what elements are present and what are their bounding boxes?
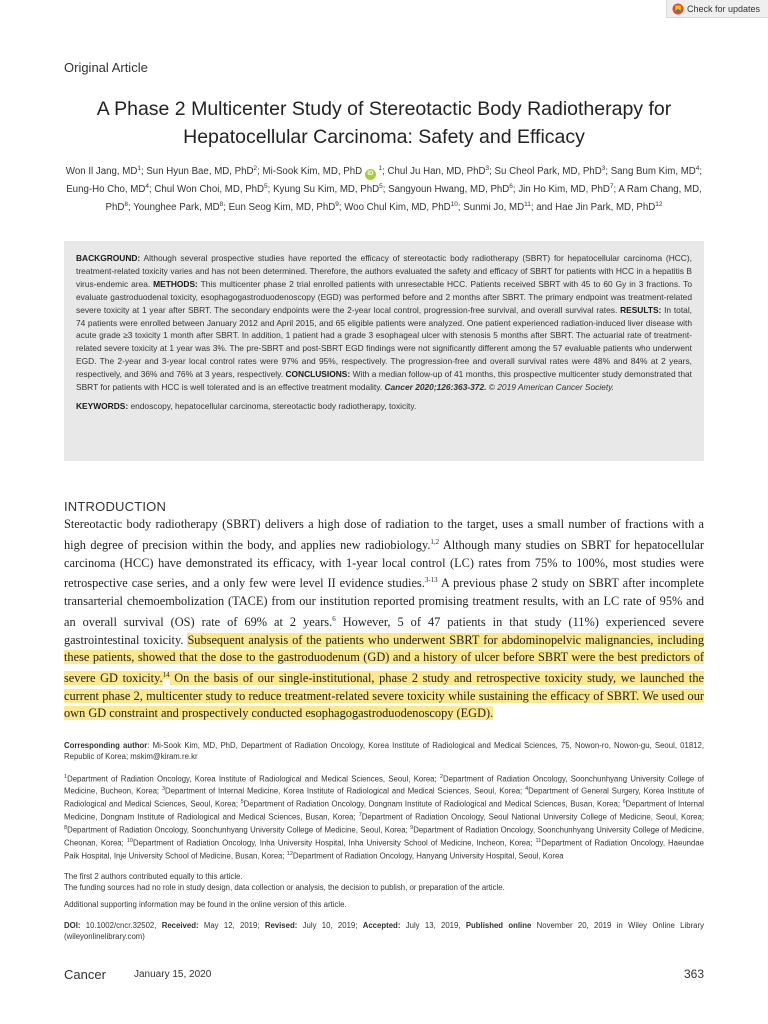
methods-text: This multicenter phase 2 trial enrolled patients with unresectable HCC. Patients received SBRT with 45 to 60 Gy in 3 fractions. To evaluate gastroduodenal toxicity, esophagogastroduodenoscopy (EGD) was performed before and 2 months after SBRT. The primary endpoint was treatment-related severe toxicity at 1 year after SBRT. The secondary endpoints were the 2-year local control, progression-free survival, and overall survival rates. — [76, 278, 693, 315]
revised-date: July 10, 2019; — [297, 920, 363, 930]
corresponding-author-text: : Mi-Sook Kim, MD, PhD, Department of Radiation Oncology, Korea Institute of Radiological and Medical Sciences, 75, Nowon-ro, Nowon-gu, Seoul, 01812, Republic of Korea; mskim@kiram.re.kr — [64, 741, 704, 762]
author-name: Su Cheol Park, MD, PhD — [494, 166, 602, 178]
affiliation-number: 10 — [126, 838, 133, 845]
check-for-updates-label: Check for updates — [687, 3, 761, 14]
reference-link[interactable]: 6 — [332, 614, 336, 623]
author-affiliation-ref: 6 — [509, 183, 513, 191]
doi-value[interactable]: 10.1002/cncr.32502, — [80, 920, 162, 930]
page-number: 363 — [683, 967, 704, 981]
intro-text-3: A previous phase 2 study on SBRT after incomplete transarterial chemoembolization (TACE) from our institution reported promising treatment results, with an LC rate of 95% and an overall survival (OS) rate of 69% at 2 years. — [64, 576, 705, 629]
affiliation-number: 12 — [286, 850, 293, 857]
page-footer — [64, 967, 704, 983]
orcid-icon[interactable]: iD — [365, 169, 376, 180]
author-affiliation-ref: 1 — [378, 165, 383, 172]
affiliation-text: Department of Internal Medicine, Dongnam Institute of Radiological and Medical Sciences, Busan, Korea; — [64, 799, 705, 822]
revised-label: Revised: — [264, 920, 298, 930]
author — [229, 202, 339, 213]
author-affiliation-ref: 5 — [379, 183, 383, 191]
author-name: Jin Ho Kim, MD, PhD — [518, 184, 610, 196]
conclusions-label: CONCLUSIONS: — [285, 369, 351, 380]
author — [263, 166, 383, 177]
article-title: A Phase 2 Multicenter Study of Stereotactic Body Radiotherapy for Hepatocellular Carcinoma: Safety and Efficacy — [96, 98, 672, 148]
introduction-heading: INTRODUCTION — [64, 499, 167, 514]
author-affiliation-ref: 5 — [264, 183, 268, 191]
affiliation-text: Department of Radiation Oncology, Haeundae Paik Hospital, Inje University School of Medicine, Busan, Korea; — [64, 838, 705, 861]
affiliation-number: 4 — [525, 786, 529, 793]
article-type: Original Article — [64, 60, 148, 75]
author — [518, 184, 613, 195]
author-affiliation-ref: 10 — [450, 200, 458, 208]
affiliation-text: Department of Radiation Oncology, Soonchunhyang University College of Medicine, Bucheon, Korea; — [64, 774, 704, 797]
affiliation-number: 7 — [358, 812, 362, 819]
accepted-label: Accepted: — [362, 920, 401, 930]
author-affiliation-ref: 2 — [253, 165, 258, 172]
check-for-updates-icon — [672, 3, 684, 15]
author — [66, 166, 141, 177]
author — [146, 166, 257, 177]
publication-history — [64, 920, 704, 943]
intro-text-1: Stereotactic body radiotherapy (SBRT) delivers a high dose of radiation to the target, uses a small number of fractions with a high degree of precision within the body, and applies new radiobiology. — [64, 517, 704, 552]
author-affiliation-ref: 11 — [524, 200, 531, 208]
author-name: Younghee Park, MD — [133, 201, 220, 213]
affiliation-text: Department of General Surgery, Korea Institute of Radiological and Medical Sciences, Seoul, Korea; — [64, 787, 704, 809]
published-date: November 20, 2019 in Wiley Online Library (wileyonlinelibrary.com) — [64, 920, 705, 942]
corresponding-author — [64, 740, 704, 763]
affiliation-number: 3 — [161, 786, 166, 793]
journal-name: Cancer — [64, 967, 106, 982]
author-name: Sun Hyun Bae, MD, PhD — [146, 166, 254, 178]
corresponding-author-label: Corresponding author — [64, 741, 148, 750]
author — [344, 202, 458, 213]
affiliation-text: Department of Radiation Oncology, Dongnam Institute of Radiological and Medical Sciences, Busan, Korea; — [243, 799, 623, 809]
author-name: A Ram Chang, MD, PhD — [105, 184, 702, 213]
highlighted-text[interactable]: On the basis of our single-institutional, phase 2 study and retrospective toxicity study, we launched the current phase 2, multicenter study to reduce treatment-related severe toxicity while sustaining the efficacy of SBRT. We used our own GD constraint and prospectively conducted esophagogastroduodenoscopy (EGD). — [64, 671, 704, 721]
affiliation-number: 9 — [410, 825, 414, 832]
abstract — [64, 241, 704, 461]
accepted-date: July 13, 2019, — [400, 920, 466, 930]
author-name: Hae Jin Park, MD, PhD — [555, 201, 656, 213]
author — [388, 184, 513, 195]
affiliation-text: Department of Internal Medicine, Korea Institute of Radiological and Medical Sciences, Seoul, Korea; — [165, 787, 526, 797]
author — [555, 202, 662, 213]
reference-link[interactable]: 3-13 — [424, 576, 438, 585]
author-affiliation-ref: 8 — [219, 200, 224, 208]
intro-text-4: However, 5 of 47 patients in that study (11%) experienced severe gastrointestinal toxicity. — [64, 614, 704, 647]
affiliation-text: Department of Radiation Oncology, Soonchunhyang University College of Medicine, Seoul, Korea; — [67, 825, 411, 835]
affiliation-number: 6 — [622, 799, 626, 806]
author-name: Chul Ju Han, MD, PhD — [387, 166, 486, 178]
received-label: Received: — [161, 920, 199, 930]
highlighted-text[interactable]: Subsequent analysis of the patients who underwent SBRT for abdominopelvic malignancies, including these patients, showed that the dose to the gastroduodenum (GD) and a history of ulcer before SBRT were the best predictors of severe GD toxicity. — [64, 632, 704, 686]
author — [463, 202, 531, 213]
published-label: Published online — [465, 920, 532, 930]
affiliation-number: 2 — [439, 773, 443, 780]
affiliation-number: 8 — [64, 825, 68, 832]
results-label: RESULTS: — [620, 304, 662, 315]
author — [388, 166, 490, 177]
author-affiliation-ref: 3 — [485, 165, 490, 172]
check-for-updates-button[interactable] — [666, 0, 768, 18]
funding-note: The funding sources had no role in study design, data collection or analysis, the decision to publish, or preparation of the article. — [64, 883, 505, 893]
author-name: Eung-Ho Cho, MD — [66, 184, 146, 196]
intro-text-2: Although many studies on SBRT for hepatocellular carcinoma (HCC) have demonstrated its efficacy, with 1-year local control (LC) rates from 75% to 100%, most studies were retrospective case series, and a only few were level II evidence studies. — [64, 537, 704, 591]
supporting-info-note: Additional supporting information may be found in the online version of this article. — [64, 900, 347, 910]
results-text: In total, 74 patients were enrolled between January 2012 and April 2015, and 65 eligible patients were analyzed. One patient experienced radiation-induced liver disease with acute grade ≥3 toxicity 1 month after SBRT. In addition, 1 patient had a grade 3 esophageal ulcer with stenosis 5 months after SBRT. The actuarial rate of treatment-related severe toxicity at 1 year was 3%. The pre-SBRT and post-SBRT EGD findings were not significantly different among the 57 evaluable patients who underwent EGD. The 2-year and 3-year local control rates were 97% and 95%, respectively. The progression-free and overall survival rates were 48% and 84% at 2 years, respectively, and 36% and 76% at 3 years, respectively. — [76, 304, 693, 380]
methods-label: METHODS: — [153, 278, 198, 289]
affiliation-text: Department of Radiation Oncology, Soonchunhyang University College of Medicine, Cheonan, Korea; — [64, 825, 704, 848]
doi-label: DOI: — [64, 920, 81, 930]
author-name: Chul Won Choi, MD, PhD — [154, 184, 265, 196]
reference-link[interactable]: 1,2 — [430, 537, 440, 546]
affiliation-number: 5 — [240, 799, 244, 806]
affiliation-number: 1 — [64, 773, 68, 780]
conclusions-text: With a median follow-up of 41 months, this prospective multicenter study demonstrated that SBRT for patients with HCC is well tolerated and is an effective treatment modality. — [76, 369, 692, 393]
background-text: Although several prospective studies have reported the efficacy of stereotactic body radiotherapy (SBRT) for hepatocellular carcinoma (HCC), treatment-related toxicity varies and has not been determined. Therefore, the authors evaluated the safety and efficacy of SBRT for patients with HCC in a hepatitis B virus-endemic area. — [76, 253, 692, 289]
keywords-label: KEYWORDS: — [76, 400, 129, 411]
author-name: Eun Seog Kim, MD, PhD — [228, 201, 336, 213]
author-affiliation-ref: 12 — [655, 200, 663, 208]
received-date: May 12, 2019; — [198, 920, 265, 930]
affiliation-text: Department of Radiation Oncology, Hanyang University Hospital, Seoul, Korea — [292, 851, 564, 861]
author — [154, 184, 267, 195]
author-affiliation-ref: 4 — [145, 183, 149, 191]
reference-link[interactable]: 14 — [162, 670, 170, 679]
author — [611, 166, 700, 177]
author-list: Won Il Jang, $MD^1$; Sun Hyun Bae, MD, PhD$^2$; Mi-Sook Kim, MD, PhD iD $^1$; Chul Ju Han, MD, PhD$^3$; Su Cheol Park, MD, PhD$^3$; Sang Bum Kim, $MD^4$; Eung-Ho Cho, $MD^4$; Chul Won Choi, MD, PhD$^5$; Kyung Su Kim, MD, PhD$^5$; Sangyoun Hwang, MD, PhD$^6$; Jin Ho Kim, MD, PhD$^7$; A Ram Chang, MD, PhD$^8$; Younghee Park, $MD^8$; Eun Seog Kim, MD, PhD$^9$; Woo Chul Kim, MD, PhD$^{10}$; Sunmi Jo, MD$^{11}$; and Hae Jin Park, MD, PhD$^{12}$ — [65, 165, 703, 213]
copyright: © 2019 American Cancer Society. — [488, 382, 615, 393]
footnotes — [64, 740, 704, 942]
affiliations — [64, 772, 704, 862]
author-name: Sunmi Jo, MD — [463, 201, 525, 213]
author — [66, 184, 149, 195]
citation: Cancer 2020;126:363-372. — [384, 382, 487, 393]
author-affiliation-ref: 3 — [601, 165, 606, 172]
affiliation-text: Department of Radiation Oncology, Korea Institute of Radiological and Medical Sciences, Seoul, Korea; — [67, 774, 440, 784]
author-name: Woo Chul Kim, MD, PhD — [344, 201, 451, 213]
author-affiliation-ref: 4 — [695, 165, 700, 172]
equal-contribution-note: The first 2 authors contributed equally to this article. — [64, 871, 243, 881]
issue-date: January 15, 2020 — [134, 969, 212, 980]
author-affiliation-ref: 1 — [137, 165, 141, 172]
affiliation-text: Department of Radiation Oncology, Inha University Hospital, Inha University School of Medicine, Incheon, Korea; — [132, 838, 536, 848]
background-label: BACKGROUND: — [76, 253, 141, 263]
author-name: Won Il Jang, MD — [65, 166, 138, 178]
author-name: Sangyoun Hwang, MD, PhD — [388, 184, 510, 196]
author-name: Sang Bum Kim, MD — [610, 166, 696, 178]
author — [495, 166, 606, 177]
author-name: Kyung Su Kim, MD, PhD — [273, 184, 380, 196]
author-name: Mi-Sook Kim, MD, PhD — [262, 166, 363, 178]
author-affiliation-ref: 8 — [124, 200, 128, 208]
author-affiliation-ref: 7 — [609, 183, 614, 191]
abstract-text — [76, 252, 692, 394]
introduction-paragraph — [64, 516, 704, 723]
author — [273, 184, 383, 195]
author — [133, 202, 223, 213]
affiliation-text: Department of Radiation Oncology, Seoul National University College of Medicine, Seoul, Korea; — [361, 812, 705, 822]
affiliation-number: 11 — [535, 838, 542, 845]
keywords — [76, 400, 692, 413]
keywords-text: endoscopy, hepatocellular carcinoma, stereotactic body radiotherapy, toxicity. — [130, 400, 417, 411]
author-affiliation-ref: 9 — [335, 200, 339, 208]
